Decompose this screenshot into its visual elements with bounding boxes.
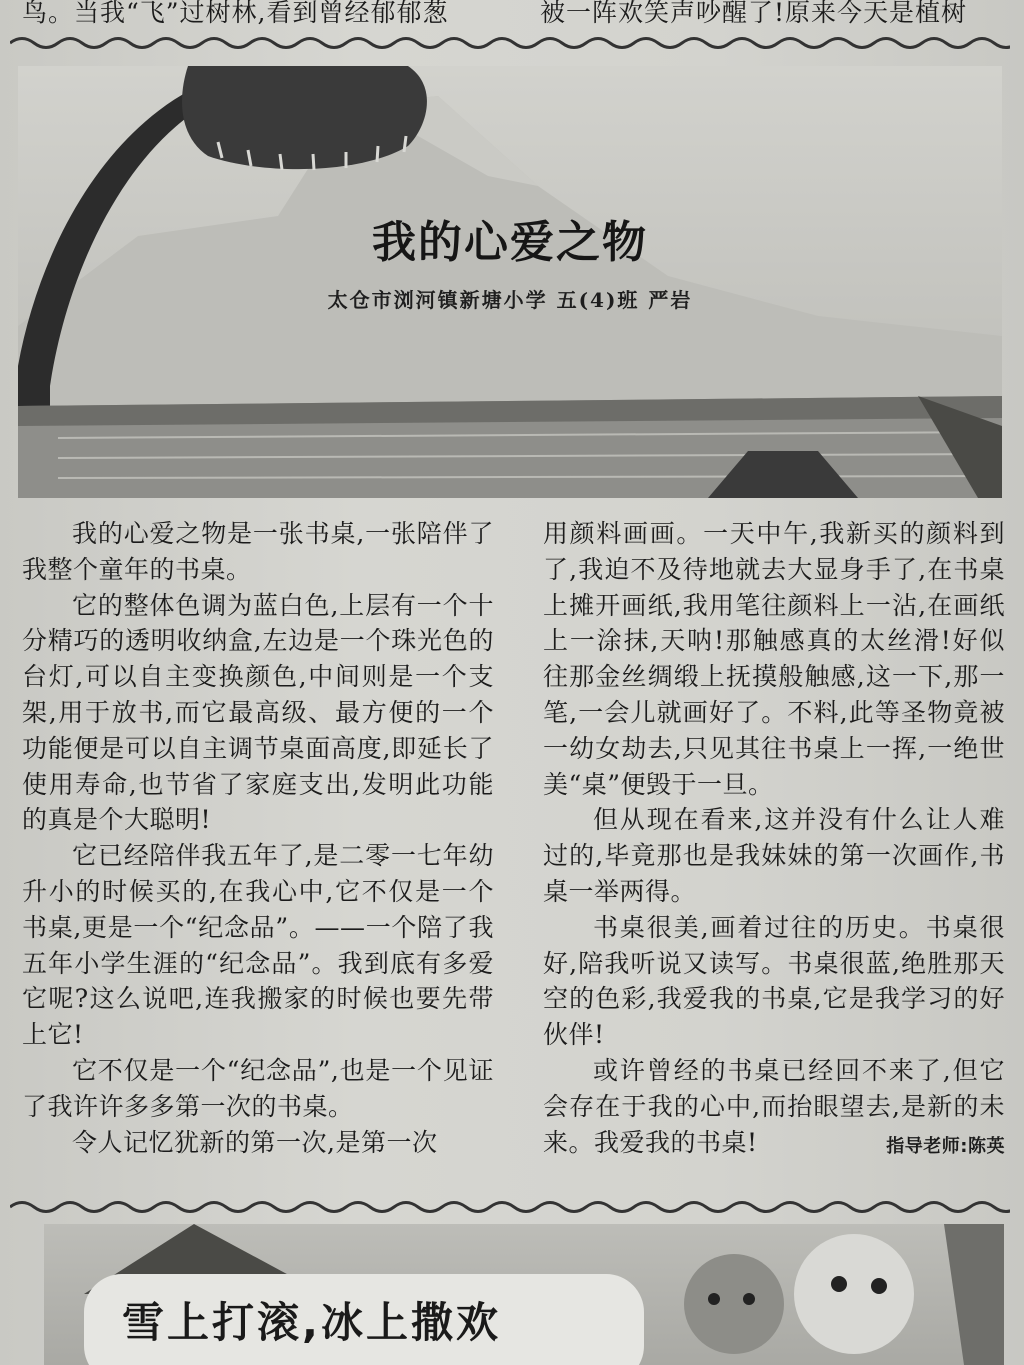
paragraph: 它不仅是一个“纪念品”,也是一个见证了我许许多多第一次的书桌。 bbox=[22, 1055, 494, 1121]
article-title: 我的心爱之物 bbox=[372, 217, 648, 268]
wave-divider-bottom bbox=[10, 1198, 1010, 1216]
previous-article-text-left: 鸟。当我“飞”过树林,看到曾经郁郁葱 bbox=[22, 0, 449, 27]
article-byline: 太仓市浏河镇新塘小学 五(4)班 严岩 bbox=[327, 288, 693, 312]
paragraph: 但从现在看来,这并没有什么让人难过的,毕竟那也是我妹妹的第一次画作,书桌一举两得。 bbox=[543, 805, 1005, 906]
desk-lamp-illustration bbox=[18, 66, 1002, 498]
previous-article-text-right: 被一阵欢笑声吵醒了!原来今天是植树 bbox=[540, 0, 968, 27]
teacher-credit: 指导老师:陈英 bbox=[886, 1135, 1005, 1157]
next-article-illustration bbox=[44, 1224, 1004, 1365]
article-header-illustration bbox=[18, 66, 1002, 498]
paragraph: 书桌很美,画着过往的历史。书桌很好,陪我听说又读写。书桌很蓝,绝胜那天空的色彩,我爱我的书桌,它是我学习的好伙伴! bbox=[543, 912, 1005, 1050]
paragraph: 它已经陪伴我五年了,是二零一七年幼升小的时候买的,在我心中,它不仅是一个书桌,更是一个“纪念品”。——一个陪了我五年小学生涯的“纪念品”。我到底有多爱它呢?这么说吧,连我搬家的时候也要先带上它! bbox=[22, 841, 494, 1050]
article-column-right bbox=[543, 516, 1005, 1164]
article-column-left bbox=[22, 516, 494, 1160]
wave-divider-top bbox=[10, 34, 1010, 52]
paragraph: 用颜料画画。一天中午,我新买的颜料到了,我迫不及待地就去大显身手了,在书桌上摊开画纸,我用笔往颜料上一沾,在画纸上一涂抹,天呐!那触感真的太丝滑!好似往那金丝绸缎上抚摸般触感,这一下,那一笔,一会儿就画好了。不料,此等圣物竟被一幼女劫去,只见其往书桌上一挥,一绝世美“桌”便毁于一旦。 bbox=[543, 519, 1005, 799]
next-article-title: 雪上打滚,冰上撒欢 bbox=[122, 1298, 501, 1347]
paragraph-text: 或许曾经的书桌已经回不来了,但它会存在于我的心中,而抬眼望去,是新的未来。我爱我的书桌! bbox=[543, 1055, 1005, 1157]
paragraph: 令人记忆犹新的第一次,是第一次 bbox=[72, 1127, 438, 1157]
paragraph bbox=[543, 1053, 1005, 1160]
paragraph: 它的整体色调为蓝白色,上层有一个十分精巧的透明收纳盒,左边是一个珠光色的台灯,可以自主变换颜色,中间则是一个支架,用于放书,而它最高级、最方便的一个功能便是可以自主调节桌面高度,即延长了使用寿命,也节省了家庭支出,发明此功能的真是个大聪明! bbox=[22, 590, 494, 835]
paragraph: 我的心爱之物是一张书桌,一张陪伴了我整个童年的书桌。 bbox=[22, 519, 494, 584]
